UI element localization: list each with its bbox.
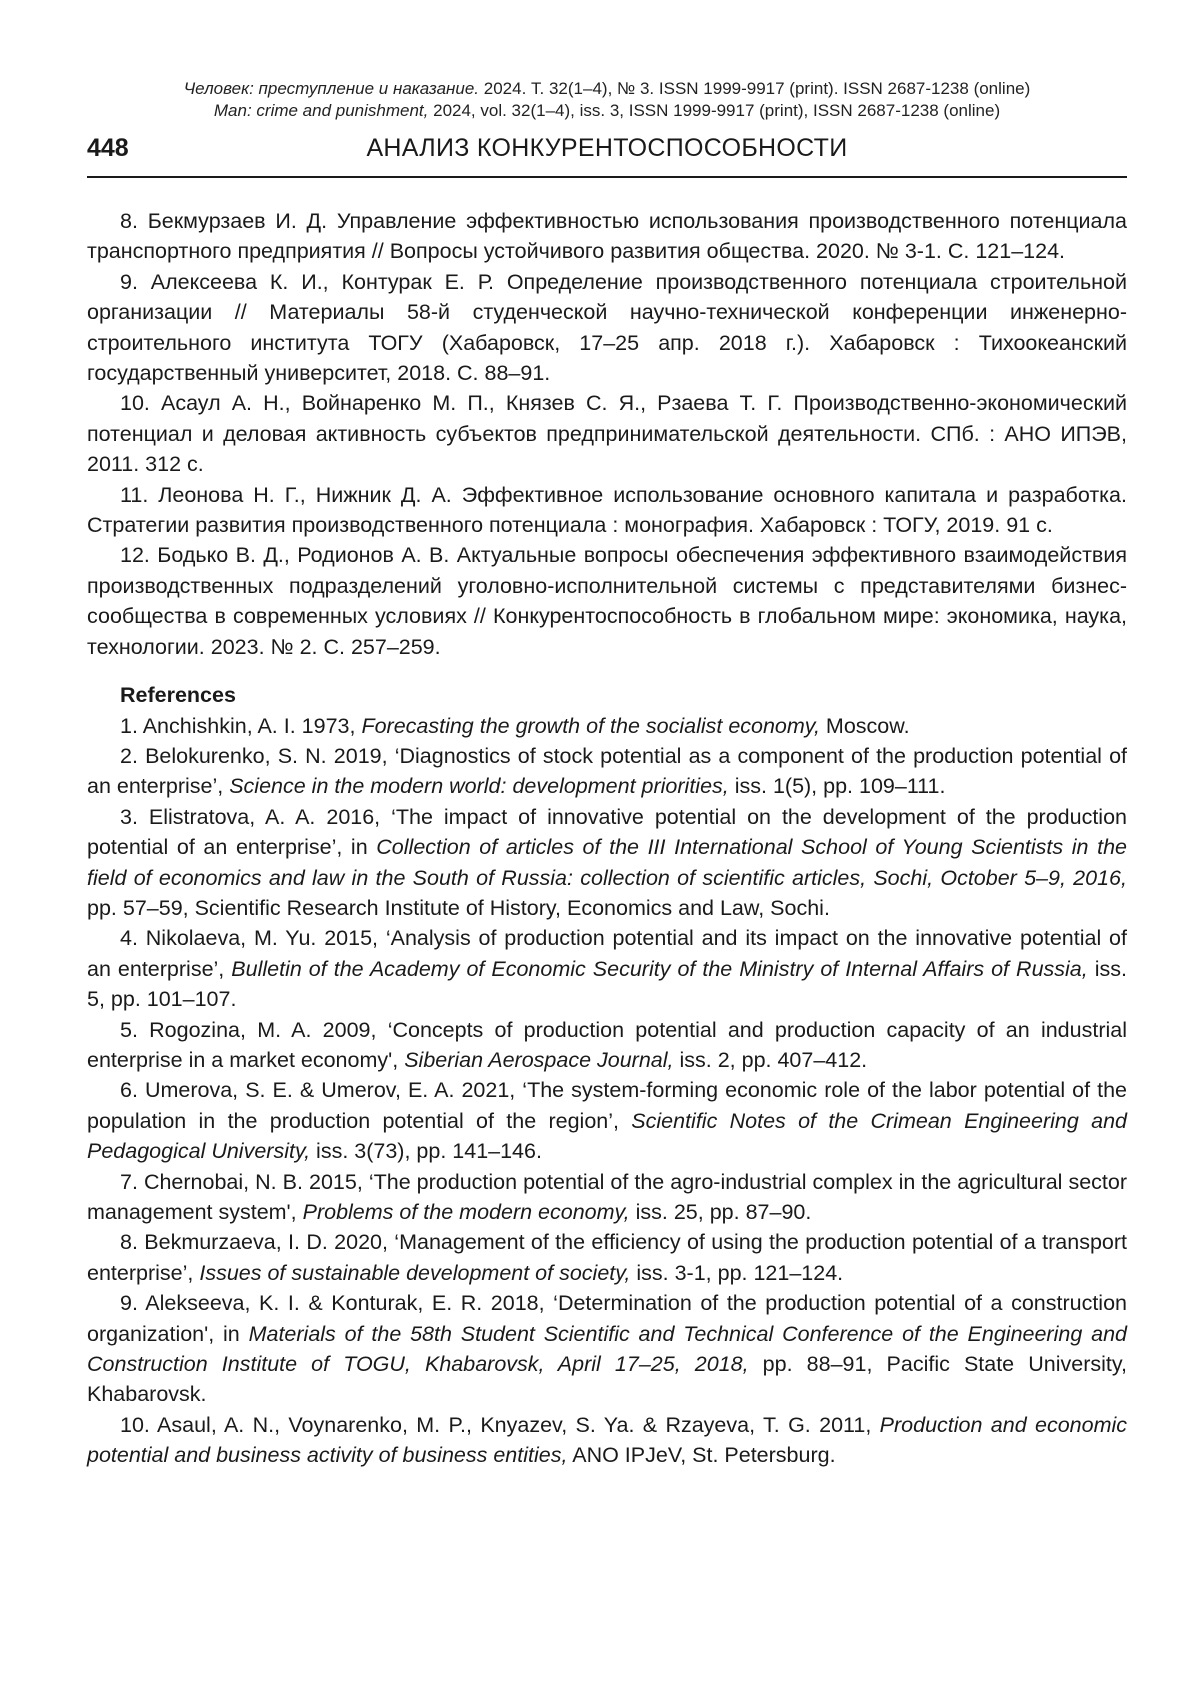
reference-text: 3. Elistratova, A. A. 2016, ‘The impact of innovative potential on the development of the production potential of an enterprise’, in	[87, 804, 1127, 860]
reference-details: pp. 57–59, Scientific Research Institute of History, Economics and Law, Sochi.	[87, 895, 830, 920]
reference-source: Siberian Aerospace Journal,	[404, 1047, 674, 1072]
reference-entry	[87, 711, 1127, 741]
journal-issue-ru: 2024. Т. 32(1–4), № 3. ISSN 1999-9917 (print). ISSN 2687-1238 (online)	[479, 79, 1031, 98]
journal-issue-en: 2024, vol. 32(1–4), iss. 3, ISSN 1999-9917 (print), ISSN 2687-1238 (online)	[428, 101, 1001, 120]
reference-source: Materials of the 58th Student Scientific and Technical Conference of the Engineering and Construction Institute of TOGU, Khabarovsk, April 17–25, 2018,	[87, 1321, 1127, 1377]
reference-text: 5. Rogozina, M. A. 2009, ‘Concepts of production potential and production capacity of an industrial enterprise in a market economy',	[87, 1017, 1127, 1072]
reference-details: Moscow.	[819, 713, 910, 738]
bib-entry-ru: 9. Алексеева К. И., Контурак Е. Р. Определение производственного потенциала строительной организации // Материалы 58-й студенческой научно-технической конференции инженерно-строительного института ТОГУ (Хабаровск, 17–25 апр. 2018 г.). Хабаровск : Тихоокеанский государственный университет, 2018. С. 88–91.	[87, 269, 1127, 386]
page-body	[87, 206, 1127, 1471]
reference-details: iss. 3(73), pp. 141–146.	[310, 1139, 542, 1164]
reference-source: Bulletin of the Academy of Economic Security of the Ministry of Internal Affairs of Russia,	[231, 956, 1088, 981]
references-list	[87, 711, 1127, 1471]
reference-source: Production and economic potential and business activity of business entities,	[87, 1412, 1127, 1468]
reference-text: 1. Anchishkin, A. I. 1973,	[120, 713, 362, 738]
journal-page	[87, 78, 1127, 1471]
page-header	[87, 130, 1127, 178]
reference-entry	[87, 1288, 1127, 1410]
reference-entry	[87, 1227, 1127, 1288]
journal-title-en: Man: crime and punishment,	[213, 101, 429, 120]
reference-text: 6. Umerova, S. E. & Umerov, E. A. 2021, ‘The system-forming economic role of the labor potential of the population in the production potential of the region’,	[87, 1078, 1127, 1133]
reference-entry	[87, 741, 1127, 802]
reference-entry	[87, 1167, 1127, 1228]
reference-entry	[87, 802, 1127, 924]
bib-entry-ru: 12. Бодько В. Д., Родионов А. В. Актуальные вопросы обеспечения эффективного взаимодействия производственных подразделений уголовно-исполнительной системы с представителями бизнес-сообщества в современных условиях // Конкурентоспособность в глобальном мире: экономика, наука, технологии. 2023. № 2. С. 257–259.	[87, 543, 1127, 659]
reference-text: 10. Asaul, A. N., Voynarenko, M. P., Knyazev, S. Ya. & Rzayeva, T. G. 2011,	[120, 1412, 880, 1437]
reference-text: 7. Chernobai, N. B. 2015, ‘The production potential of the agro-industrial complex in the agricultural sector management system',	[87, 1169, 1127, 1224]
reference-source: Problems of the modern economy,	[302, 1200, 630, 1224]
reference-source: Scientific Notes of the Crimean Engineering and Pedagogical University,	[87, 1108, 1127, 1164]
reference-source: Issues of sustainable development of society,	[199, 1260, 631, 1285]
reference-details: iss. 3-1, pp. 121–124.	[630, 1260, 844, 1285]
reference-source: Collection of articles of the III International School of Young Scientists in the field of economics and law in the South of Russia: collection of scientific articles, Sochi, October 5–9, 2016,	[87, 835, 1127, 890]
bib-entry-ru: 11. Леонова Н. Г., Нижник Д. А. Эффективное использование основного капитала и разработка. Стратегии развития производственного потенциала : монография. Хабаровск : ТОГУ, 2019. 91 с.	[87, 482, 1127, 538]
running-head-ru	[87, 78, 1127, 100]
reference-entry	[87, 1015, 1127, 1076]
running-head-en	[87, 100, 1127, 122]
page-number: 448	[87, 134, 129, 162]
reference-text: 2. Belokurenko, S. N. 2019, ‘Diagnostics of stock potential as a component of the production potential of an enterprise’,	[87, 743, 1127, 799]
reference-text: 9. Alekseeva, K. I. & Konturak, E. R. 2018, ‘Determination of the production potential of a construction organization', in	[87, 1291, 1127, 1346]
section-title: АНАЛИЗ КОНКУРЕНТОСПОСОБНОСТИ	[366, 134, 848, 162]
reference-details: iss. 2, pp. 407–412.	[673, 1047, 868, 1072]
reference-details: iss. 5, pp. 101–107.	[87, 956, 1127, 1012]
bibliography-ru	[87, 206, 1127, 662]
reference-entry	[87, 923, 1127, 1014]
reference-details: iss. 1(5), pp. 109–111.	[728, 774, 946, 799]
bib-entry-ru: 8. Бекмурзаев И. Д. Управление эффективностью использования производственного потенциала транспортного предприятия // Вопросы устойчивого развития общества. 2020. № 3-1. С. 121–124.	[87, 209, 1127, 264]
reference-entry	[87, 1410, 1127, 1471]
reference-entry	[87, 1075, 1127, 1166]
reference-source: Forecasting the growth of the socialist economy,	[361, 713, 820, 738]
reference-details: iss. 25, pp. 87–90.	[629, 1200, 812, 1224]
reference-source: Science in the modern world: development priorities,	[229, 774, 729, 799]
reference-text: 4. Nikolaeva, M. Yu. 2015, ‘Analysis of production potential and its impact on the innovative potential of an enterprise’,	[87, 926, 1127, 981]
references-heading: References	[120, 683, 236, 708]
reference-text: 8. Bekmurzaeva, I. D. 2020, ‘Management of the efficiency of using the production potential of a transport enterprise’,	[87, 1230, 1127, 1285]
reference-details: ANO IPJeV, St. Petersburg.	[567, 1443, 836, 1468]
running-head	[87, 78, 1127, 122]
journal-title-ru: Человек: преступление и наказание.	[183, 79, 480, 98]
reference-details: pp. 88–91, Pacific State University, Khabarovsk.	[87, 1352, 1127, 1407]
bib-entry-ru: 10. Асаул А. Н., Войнаренко М. П., Князев С. Я., Рзаева Т. Г. Производственно-экономический потенциал и деловая активность субъектов предпринимательской деятельности. СПб. : АНО ИПЭВ, 2011. 312 с.	[87, 391, 1127, 477]
